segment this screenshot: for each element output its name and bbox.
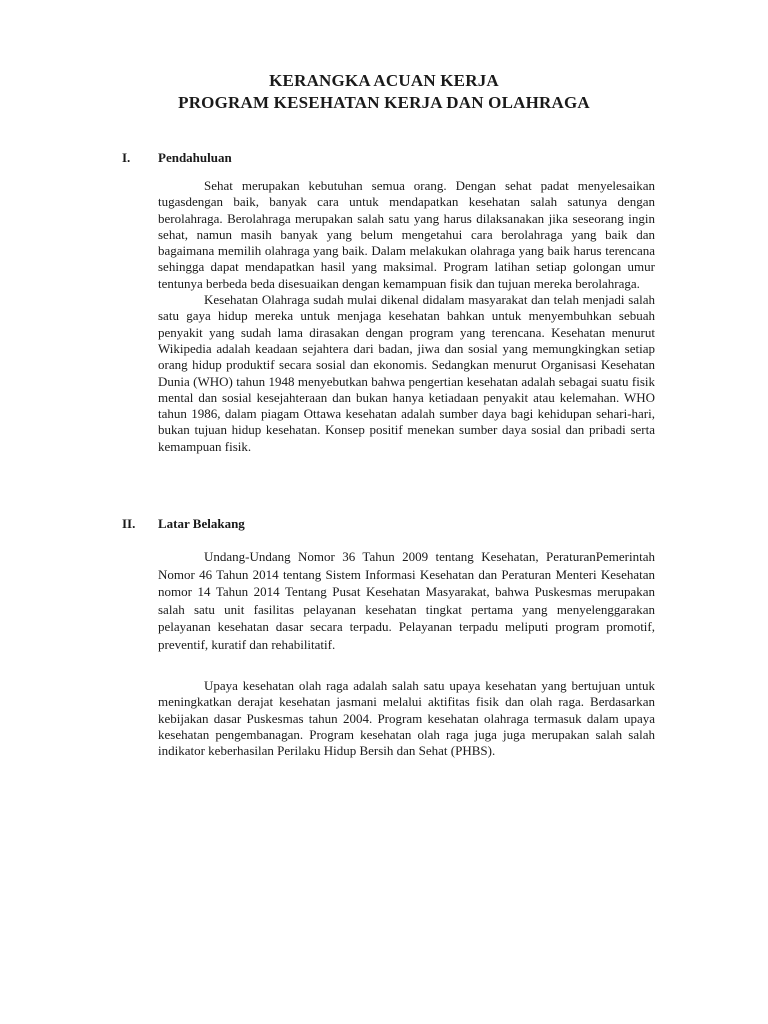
section-body-latar-belakang-1 <box>158 548 655 654</box>
section-heading-pendahuluan <box>122 150 232 166</box>
section-title: Latar Belakang <box>158 516 245 531</box>
section-number: II. <box>122 516 136 531</box>
title-line-2: PROGRAM KESEHATAN KERJA DAN OLAHRAGA <box>178 93 590 112</box>
paragraph: Undang-Undang Nomor 36 Tahun 2009 tentang Kesehatan, PeraturanPemerintah Nomor 46 Tahun 2014 tentang Sistem Informasi Kesehatan dan Peraturan Menteri Kesehatan nomor 14 Tahun 2014 Tentang Pusat Kesehatan Masyarakat, bahwa Puskesmas merupakan salah satu unit fasilitas pelayanan kesehatan tingkat pertama yang menyelenggarakan pelayanan kesehatan dasar secara terpadu. Pelayanan terpadu meliputi program promotif, preventif, kuratif dan rehabilitatif. <box>158 549 655 652</box>
title-line-1: KERANGKA ACUAN KERJA <box>269 71 499 90</box>
document-title <box>0 70 768 114</box>
paragraph: Kesehatan Olahraga sudah mulai dikenal didalam masyarakat dan telah menjadi salah satu gaya hidup mereka untuk menjaga kesehatan bahkan untuk menyembuhkan sebuah penyakit yang sudah lama dirasakan dengan program yang terencana. Kesehatan menurut Wikipedia adalah keadaan sejahtera dari badan, jiwa dan sosial yang memungkingkan setiap orang hidup produktif secara sosial dan ekonomis. Sedangkan menurut Organisasi Kesehatan Dunia (WHO) tahun 1948 menyebutkan bahwa pengertian kesehatan adalah sebagai suatu fisik mental dan sosial kesejahteraan dan bukan hanya ketiadaan penyakit atau kelemahan. WHO tahun 1986, dalam piagam Ottawa kesehatan adalah sumber daya bagi kehidupan sehari-hari, bukan tujuan hidup kesehatan. Konsep positif menekan sumber daya sosial dan pribadi serta kemampuan fisik. <box>158 292 655 454</box>
paragraph: Upaya kesehatan olah raga adalah salah satu upaya kesehatan yang bertujuan untuk meningkatkan derajat kesehatan jasmani melalui aktifitas fisik dan olah raga. Berdasarkan kebijakan dasar Puskesmas tahun 2004. Program kesehatan olahraga termasuk dalam upaya kesehatan pengembanagan. Program kesehatan olah raga juga juga merupakan salah salah indikator keberhasilan Perilaku Hidup Bersih dan Sehat (PHBS). <box>158 678 655 759</box>
section-body-latar-belakang-2 <box>158 678 655 759</box>
section-body-pendahuluan <box>158 178 655 455</box>
section-number: I. <box>122 150 131 165</box>
section-heading-latar-belakang <box>122 516 245 532</box>
paragraph: Sehat merupakan kebutuhan semua orang. Dengan sehat padat menyelesaikan tugasdengan baik, banyak cara untuk mendapatkan kesehatan salah satunya dengan berolahraga. Berolahraga merupakan salah satu yang harus dilaksanakan jika seseorang ingin sehat, namun masih banyak yang belum mengetahui cara berolahraga yang baik dan bagaimana memilih olahraga yang baik. Dalam melakukan olahraga yang baik harus terencana sehingga dapat mendapatkan hasil yang maksimal. Program latihan setiap golongan umur tentunya berbeda beda disesuaikan dengan kemampuan fisik dan tujuan mereka berolahraga. <box>158 178 655 291</box>
section-title: Pendahuluan <box>158 150 232 165</box>
